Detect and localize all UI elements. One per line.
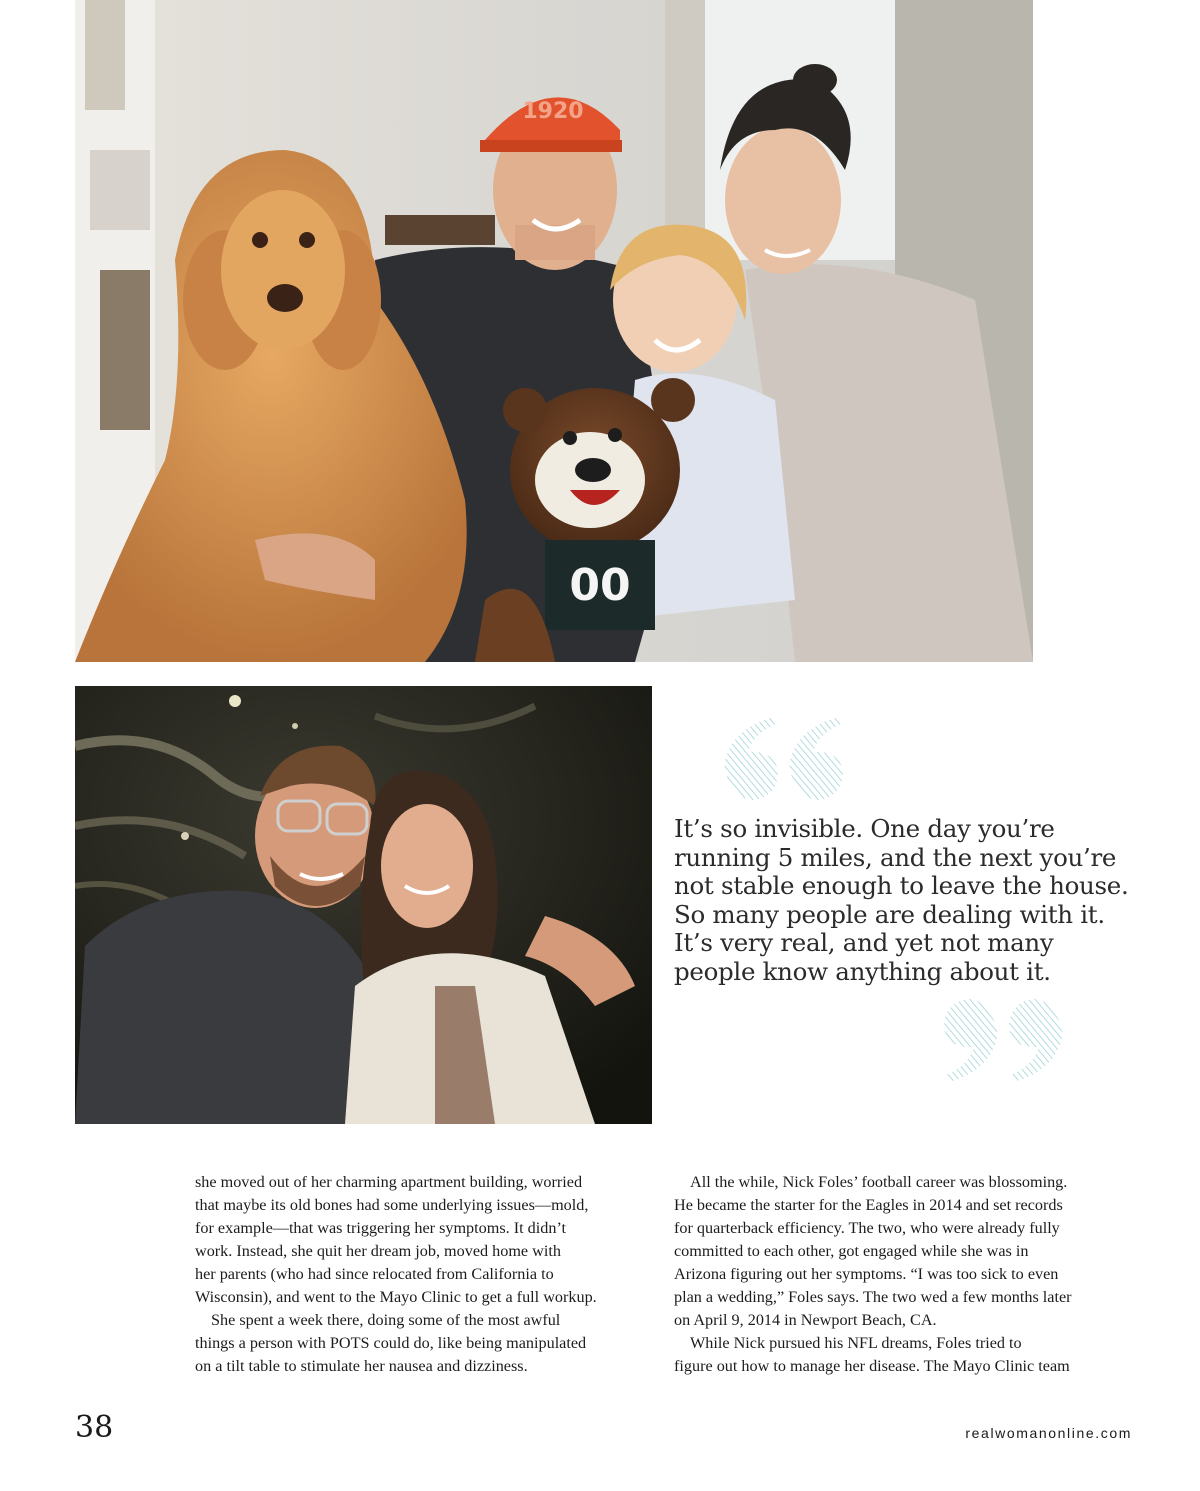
body-line: on a tilt table to stimulate her nausea and dizziness.: [195, 1357, 528, 1375]
page-number: 38: [75, 1410, 114, 1445]
body-line: While Nick pursued his NFL dreams, Foles tried to: [690, 1334, 1022, 1352]
body-line: Arizona figuring out her symptoms. “I was too sick to even: [674, 1265, 1059, 1283]
body-line: She spent a week there, doing some of the most awful: [211, 1311, 561, 1329]
body-line: He became the starter for the Eagles in 2014 and set records: [674, 1196, 1063, 1214]
pull-quote-line: It’s so invisible. One day you’re: [674, 814, 1055, 843]
cap-text: 1920: [522, 99, 584, 124]
pull-quote-line: running 5 miles, and the next you’re: [674, 842, 1117, 872]
family-photo: [75, 0, 1033, 662]
pull-quote-line: people know anything about it.: [674, 956, 1051, 986]
body-line: things a person with POTS could do, like being manipulated: [195, 1334, 587, 1352]
body-line: for example—that was triggering her symptoms. It didn’t: [195, 1219, 567, 1237]
pull-quote-line: not stable enough to leave the house.: [674, 871, 1129, 901]
pull-quote-line: It’s very real, and yet not many: [674, 928, 1054, 958]
article-column-right: [674, 1171, 1136, 1378]
close-quote-icon: [924, 992, 1069, 1087]
body-line: plan a wedding,” Foles says. The two wed a few months later: [674, 1288, 1072, 1306]
body-line: work. Instead, she quit her dream job, moved home with: [195, 1242, 561, 1260]
article-column-left: [195, 1171, 657, 1378]
pull-quote-line: So many people are dealing with it.: [674, 899, 1105, 929]
body-line: committed to each other, got engaged while she was in: [674, 1242, 1029, 1260]
body-line: that maybe its old bones had some underlying issues—mold,: [195, 1196, 589, 1214]
open-quote-icon: [718, 712, 863, 807]
bear-jersey-number: 00: [569, 560, 631, 611]
couple-photo: [75, 686, 652, 1124]
body-line: Wisconsin), and went to the Mayo Clinic to get a full workup.: [195, 1288, 597, 1306]
body-line: All the while, Nick Foles’ football career was blossoming.: [690, 1173, 1068, 1191]
site-url: realwomanonline.com: [965, 1425, 1132, 1441]
body-line: for quarterback efficiency. The two, who were already fully: [674, 1219, 1060, 1237]
pull-quote: [674, 815, 1144, 987]
body-line: her parents (who had since relocated from California to: [195, 1265, 554, 1283]
body-line: she moved out of her charming apartment building, worried: [195, 1173, 583, 1191]
body-line: figure out how to manage her disease. The Mayo Clinic team: [674, 1357, 1070, 1375]
body-line: on April 9, 2014 in Newport Beach, CA.: [674, 1311, 937, 1329]
